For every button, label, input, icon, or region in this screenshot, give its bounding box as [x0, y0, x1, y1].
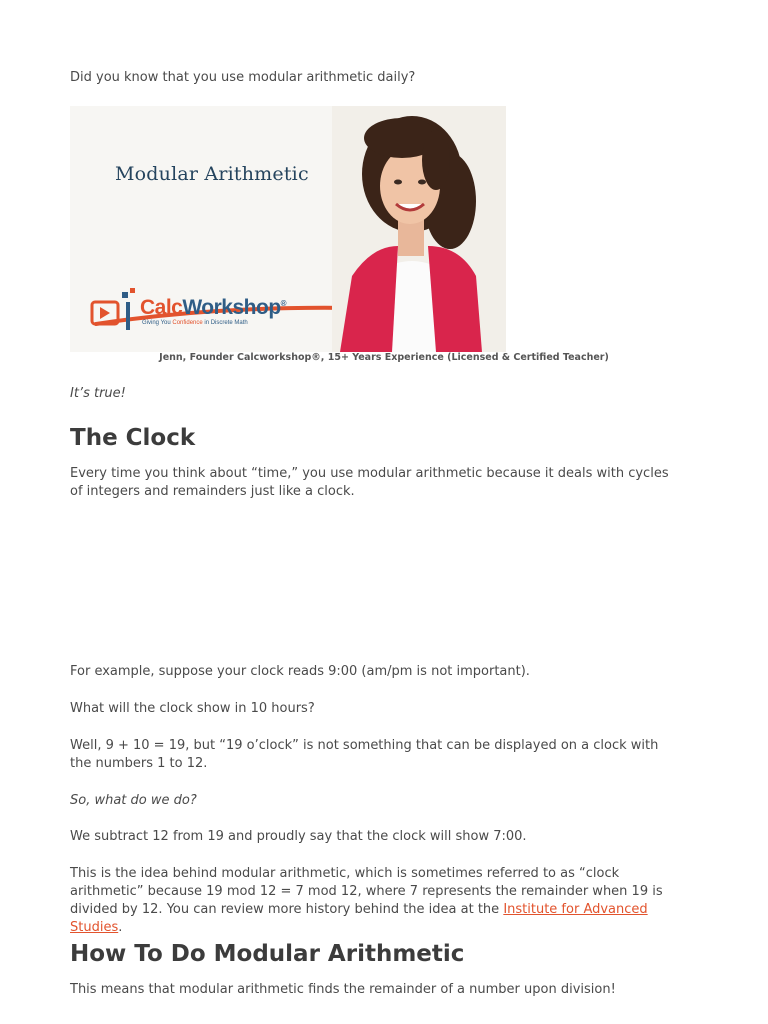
portrait-photo: [332, 106, 506, 352]
heading-how-to: How To Do Modular Arithmetic: [70, 941, 465, 967]
ias-link[interactable]: Institute for Advanced Studies: [70, 902, 648, 935]
logo-tagline: Giving You Confidence in Discrete Math: [142, 320, 248, 326]
hero-title: Modular Arithmetic: [115, 163, 309, 185]
play-screen-icon: [90, 288, 140, 336]
idea-paragraph: This is the idea behind modular arithmetic, which is sometimes referred to as “clock arithmetic” because 19 mod 12 = 7 mod 12, where 7 represents the remainder when 19 is divided by 12. You can review more history behind the idea at the Institute for Advanced Studies.: [70, 866, 663, 935]
subtract-paragraph: We subtract 12 from 19 and proudly say that the clock will show 7:00.: [70, 829, 527, 844]
intro-paragraph: Did you know that you use modular arithmetic daily?: [70, 70, 416, 85]
so-what-text: So, what do we do?: [70, 793, 197, 808]
hero-image: [70, 106, 506, 352]
example-paragraph: For example, suppose your clock reads 9:00 (am/pm is not important).: [70, 664, 530, 679]
clock-paragraph: Every time you think about “time,” you use modular arithmetic because it deals with cycles of integers and remainders just like a clock.: [70, 466, 669, 499]
logo-text: CalcWorkshop®: [140, 296, 287, 319]
question-paragraph: What will the clock show in 10 hours?: [70, 701, 315, 716]
its-true-text: It’s true!: [70, 386, 126, 401]
howto-paragraph: This means that modular arithmetic finds the remainder of a number upon division!: [70, 982, 616, 997]
calcworkshop-logo: [90, 286, 300, 336]
image-caption: Jenn, Founder Calcworkshop®, 15+ Years Experience (Licensed & Certified Teacher): [159, 352, 609, 363]
well-paragraph: Well, 9 + 10 = 19, but “19 o’clock” is not something that can be displayed on a clock with the numbers 1 to 12.: [70, 738, 659, 771]
heading-the-clock: The Clock: [70, 425, 196, 451]
